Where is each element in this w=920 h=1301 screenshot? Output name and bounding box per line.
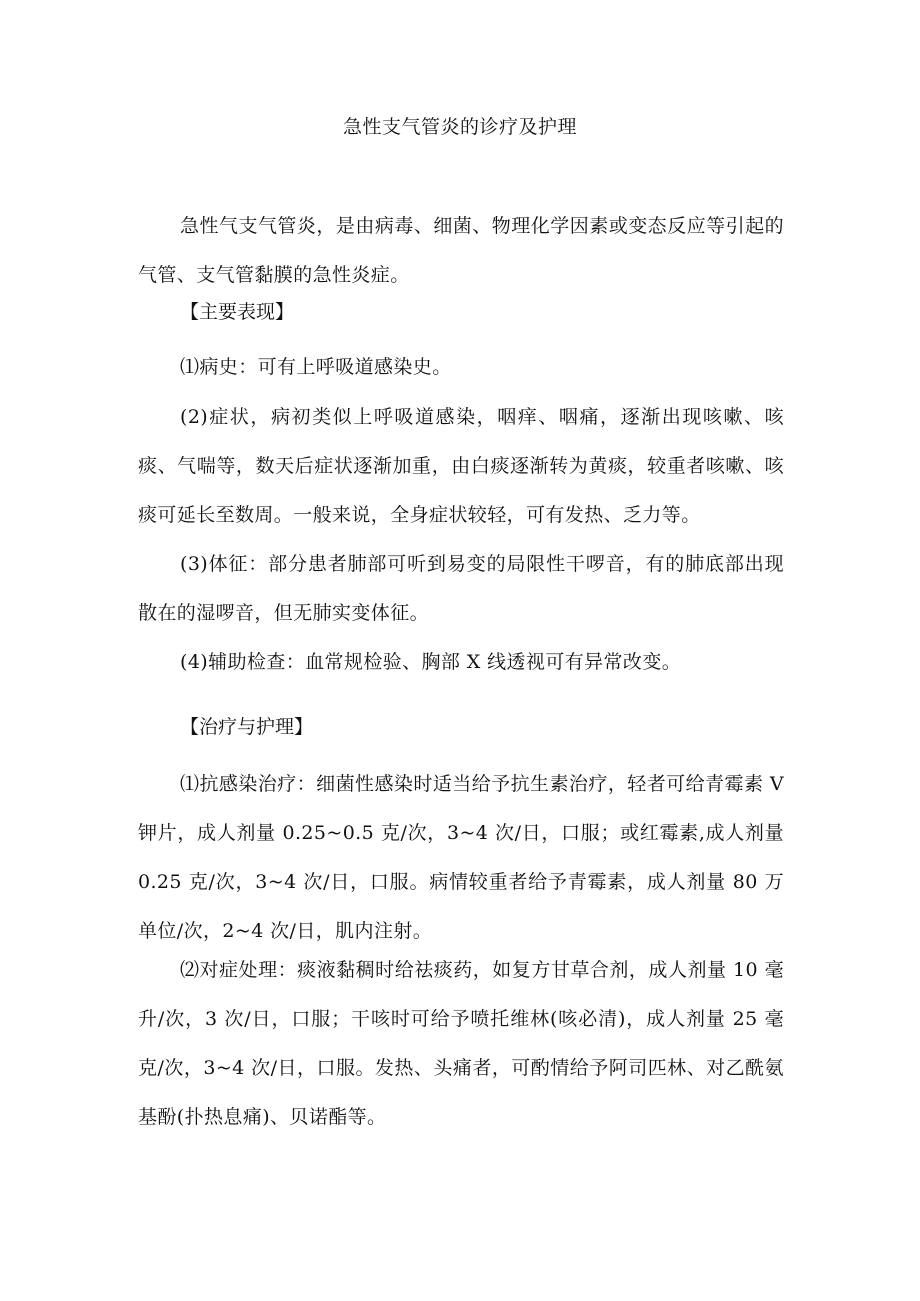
main-item-tests: (4)辅助检查：血常规检验、胸部 X 线透视可有异常改变。 bbox=[180, 651, 682, 673]
document-title: 急性支气管炎的诊疗及护理 bbox=[342, 116, 577, 138]
section-heading-treatment: 【治疗与护理】 bbox=[180, 716, 314, 738]
treatment-item-symptomatic: ⑵对症处理：痰液黏稠时给祛痰药，如复方甘草合剂，成人剂量 10 毫升/次，3 次/日，口服；干咳时可给予喷托维林(咳必清)，成人剂量 25 毫克/次，3~4 次/日，口服。发热、头痛者，可酌情给予阿司匹林、对乙酰氨基酚(扑热息痛)、贝诺酯等。 bbox=[138, 959, 784, 1128]
intro-paragraph: 急性气支气管炎，是由病毒、细菌、物理化学因素或变态反应等引起的气管、支气管黏膜的急性炎症。 bbox=[138, 215, 784, 286]
main-item-history: ⑴病史：可有上呼吸道感染史。 bbox=[180, 356, 452, 378]
main-item-signs: (3)体征：部分患者肺部可听到易变的局限性干啰音，有的肺底部出现散在的湿啰音，但无肺实变体征。 bbox=[138, 553, 784, 624]
main-item-symptoms: (2)症状，病初类似上呼吸道感染，咽痒、咽痛，逐渐出现咳嗽、咳痰、气喘等，数天后症状逐渐加重，由白痰逐渐转为黄痰，较重者咳嗽、咳痰可延长至数周。一般来说，全身症状较轻，可有发热、乏力等。 bbox=[138, 406, 784, 526]
section-heading-main: 【主要表现】 bbox=[180, 301, 295, 323]
treatment-item-anti-infection: ⑴抗感染治疗：细菌性感染时适当给予抗生素治疗，轻者可给青霉素 V 钾片，成人剂量 0.25~0.5 克/次，3~4 次/日，口服；或红霉素,成人剂量 0.25 克/次，3~4 次/日，口服。病情较重者给予青霉素，成人剂量 80 万单位/次，2~4 次/日，肌内注射。 bbox=[138, 773, 784, 942]
